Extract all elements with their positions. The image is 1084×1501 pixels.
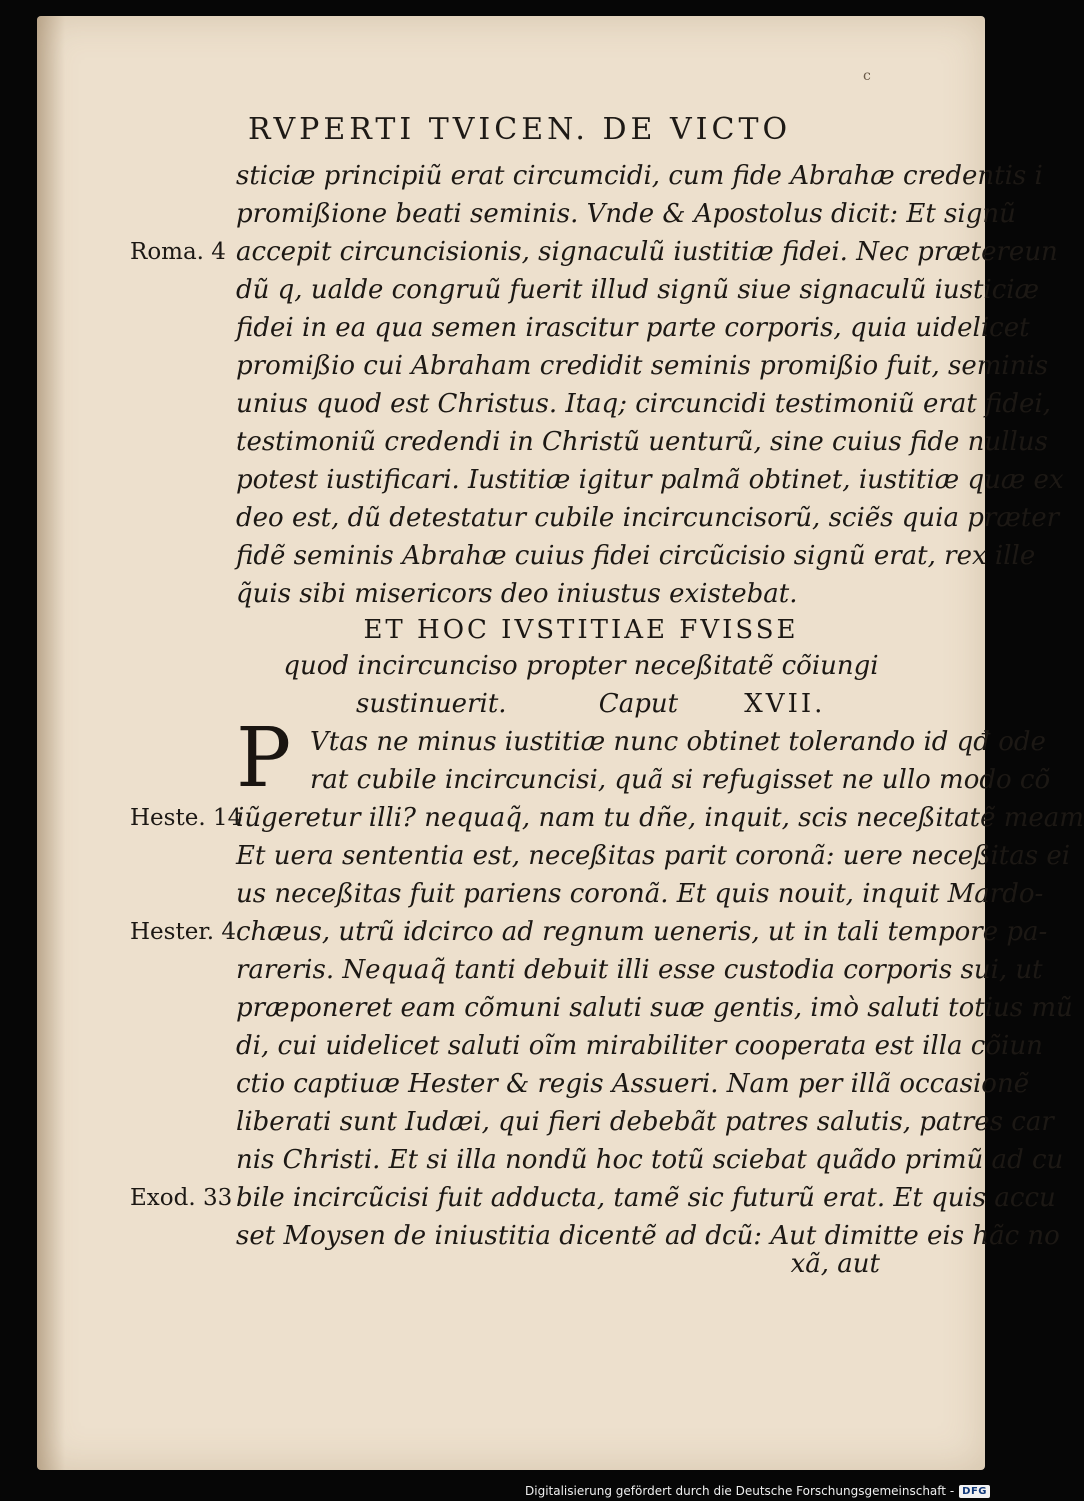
text-line: promißione beati seminis. Vnde & Apostolus dicit: Et signũ <box>236 199 1016 229</box>
marginal-note: Heste. 14 <box>130 805 243 831</box>
corner-mark: c <box>863 68 871 84</box>
text-line: nis Christi. Et si illa nondũ hoc totũ sciebat quãdo primũ ad cu <box>236 1145 1064 1175</box>
text-line: fidei in ea qua semen irascitur parte corporis, quia uidelicet <box>236 313 1030 343</box>
chapter-number-line <box>356 688 836 720</box>
drop-cap-initial: P <box>236 711 292 806</box>
text-line: q̃uis sibi misericors deo iniustus existebat. <box>236 579 798 609</box>
marginal-note: Exod. 33 <box>130 1185 233 1211</box>
text-line: liberati sunt Iudæi, qui fieri debebãt patres salutis, patres car <box>236 1107 1054 1137</box>
marginal-note: Roma. 4 <box>130 239 226 265</box>
text-line: fidẽ seminis Abrahæ cuius fidei circũcisio signũ erat, rex ille <box>236 541 1036 571</box>
text-line: promißio cui Abraham credidit seminis promißio fuit, seminis <box>236 351 1049 381</box>
running-header: RVPERTI TVICEN. DE VICTO <box>248 112 792 147</box>
text-line: iũgeretur illi? nequaq̃, nam tu dñe, inquit, scis neceßitatẽ meam <box>236 803 1084 833</box>
chapter-number: XVII. <box>744 689 826 719</box>
text-line: sticiæ principiũ erat circumcidi, cum fide Abrahæ credentis i <box>236 161 1043 191</box>
page-spine-shadow <box>37 16 65 1470</box>
text-line: bile incircũcisi fuit adducta, tamẽ sic futurũ erat. Et quis accu <box>236 1183 1056 1213</box>
text-line: accepit circuncisionis, signaculũ iustitiæ fidei. Nec prætereun <box>236 237 1058 267</box>
text-line: di, cui uidelicet saluti oĩm mirabiliter cooperata est illa cõiun <box>236 1031 1043 1061</box>
text-line: us neceßitas fuit pariens coronã. Et quis nouit, inquit Mardo- <box>236 879 1044 909</box>
text-line: rat cubile incircuncisi, quã si refugisset ne ullo modo cõ <box>310 765 1051 795</box>
chapter-heading-end: sustinuerit. <box>356 689 507 719</box>
text-line: Vtas ne minus iustitiæ nunc obtinet tolerando id qđ ode <box>310 727 1046 757</box>
text-line: præponeret eam cõmuni saluti suæ gentis, imò saluti totius mũ <box>236 993 1073 1023</box>
digitization-footer <box>525 1484 990 1498</box>
text-line: set Moysen de iniustitia dicentẽ ad dcũ: Aut dimitte eis hãc no <box>236 1221 1060 1251</box>
dfg-logo-icon: DFG <box>959 1485 990 1498</box>
text-line: testimoniũ credendi in Christũ uenturũ, sine cuius fide nullus <box>236 427 1048 457</box>
text-line: ctio captiuæ Hester & regis Assueri. Nam per illã occasionẽ <box>236 1069 1030 1099</box>
chapter-heading-subtitle: quod incircunciso propter neceßitatẽ cõiungi <box>283 651 879 681</box>
text-line: rareris. Nequaq̃ tanti debuit illi esse custodia corporis sui, ut <box>236 955 1043 985</box>
text-line: chæus, utrũ idcirco ad regnum ueneris, ut in tali tempore pa- <box>236 917 1048 947</box>
marginal-note: Hester. 4 <box>130 919 237 945</box>
text-line: Et uera sententia est, neceßitas parit coronã: uere neceßitas ei <box>236 841 1071 871</box>
text-line: unius quod est Christus. Itaq; circuncidi testimoniũ erat fidei, <box>236 389 1051 419</box>
footer-credit-text: Digitalisierung gefördert durch die Deutsche Forschungsgemeinschaft - <box>525 1484 955 1498</box>
text-line: deo est, dũ detestatur cubile incircuncisorũ, sciẽs quia præter <box>236 503 1060 533</box>
text-line: dũ q, ualde congruũ fuerit illud signũ siue signaculũ iusticiæ <box>236 275 1040 305</box>
catchword: xã, aut <box>790 1249 880 1279</box>
text-line: potest iustificari. Iustitiæ igitur palmã obtinet, iustitiæ quæ ex <box>236 465 1064 495</box>
chapter-heading-caps: ET HOC IVSTITIAE FVISSE <box>363 615 799 645</box>
chapter-caput-label: Caput <box>598 689 679 719</box>
